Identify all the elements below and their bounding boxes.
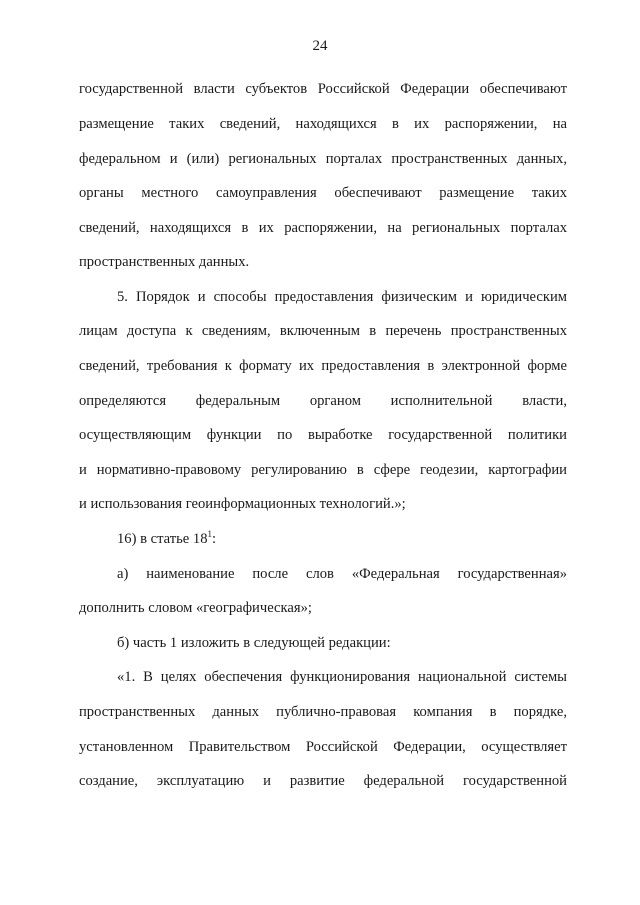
paragraph-first-line: б) часть 1 изложить в следующей редакции: bbox=[117, 635, 391, 651]
text-line: и использования геоинформационных технологий.»; bbox=[79, 496, 406, 512]
text-line: определяются федеральным органом исполнительной власти, bbox=[79, 393, 567, 409]
text-line: дополнить словом «географическая»; bbox=[79, 600, 312, 616]
text-line: федеральном и (или) региональных порталах пространственных данных, bbox=[79, 151, 567, 167]
text-line: сведений, требования к формату их предоставления в электронной форме bbox=[79, 358, 567, 374]
paragraph-first-line: «1. В целях обеспечения функционирования национальной системы bbox=[117, 669, 567, 685]
text-line: установленном Правительством Российской Федерации, осуществляет bbox=[79, 739, 567, 755]
text-line: пространственных данных публично-правовая компания в порядке, bbox=[79, 704, 567, 720]
article-heading-suffix: : bbox=[212, 531, 217, 547]
article-heading-text: 16) в статье 18 bbox=[117, 531, 208, 547]
text-line: органы местного самоуправления обеспечивают размещение таких bbox=[79, 185, 567, 201]
text-line: государственной власти субъектов Российской Федерации обеспечивают bbox=[79, 81, 567, 97]
article-superscript: 1 bbox=[207, 529, 213, 540]
paragraph-first-line: а) наименование после слов «Федеральная государственная» bbox=[117, 566, 567, 582]
text-line: осуществляющим функции по выработке государственной политики bbox=[79, 427, 567, 443]
paragraph-first-line: 5. Порядок и способы предоставления физическим и юридическим bbox=[117, 289, 567, 305]
text-line: и нормативно-правовому регулированию в сфере геодезии, картографии bbox=[79, 462, 567, 478]
text-line: размещение таких сведений, находящихся в их распоряжении, на bbox=[79, 116, 567, 132]
text-line: пространственных данных. bbox=[79, 254, 250, 270]
article-heading-line bbox=[117, 530, 567, 548]
text-line: лицам доступа к сведениям, включенным в перечень пространственных bbox=[79, 323, 567, 339]
text-line: создание, эксплуатацию и развитие федеральной государственной bbox=[79, 773, 567, 789]
text-line: сведений, находящихся в их распоряжении, на региональных порталах bbox=[79, 220, 567, 236]
page-number: 24 bbox=[312, 38, 328, 54]
